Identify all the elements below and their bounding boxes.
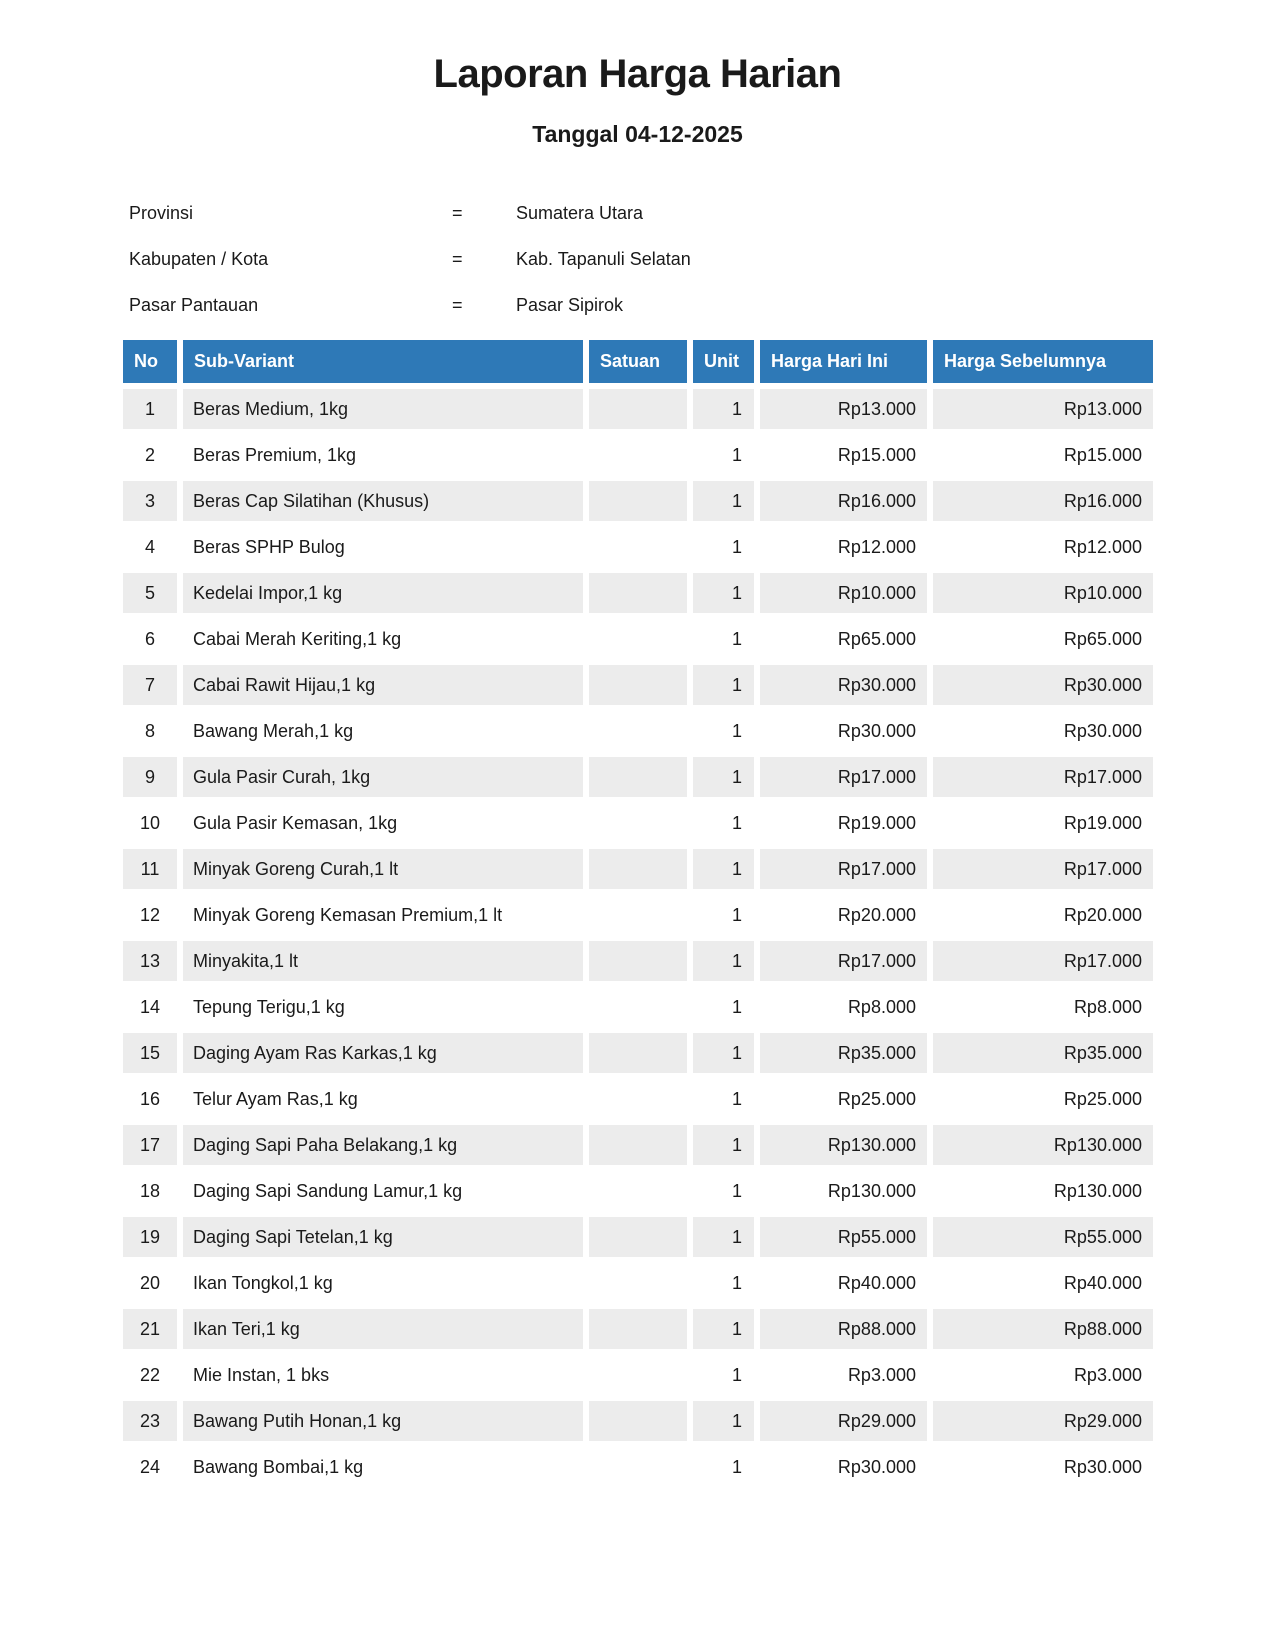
table-row <box>123 1401 1153 1441</box>
cell-harga-hari-ini: Rp65.000 <box>760 619 927 659</box>
cell-harga-sebelumnya: Rp30.000 <box>933 1447 1153 1487</box>
table-row <box>123 1355 1153 1395</box>
cell-unit: 1 <box>693 481 754 521</box>
cell-harga-hari-ini: Rp30.000 <box>760 665 927 705</box>
cell-unit: 1 <box>693 573 754 613</box>
header-cell-unit: Unit <box>693 340 754 383</box>
cell-unit: 1 <box>693 1355 754 1395</box>
cell-unit: 1 <box>693 435 754 475</box>
cell-unit: 1 <box>693 527 754 567</box>
cell-harga-hari-ini: Rp17.000 <box>760 757 927 797</box>
cell-sub-variant: Beras Cap Silatihan (Khusus) <box>183 481 583 521</box>
table-row <box>123 1079 1153 1119</box>
cell-sub-variant: Kedelai Impor,1 kg <box>183 573 583 613</box>
page-subtitle: Tanggal 04-12-2025 <box>532 121 743 147</box>
cell-no: 2 <box>123 435 177 475</box>
cell-sub-variant: Daging Ayam Ras Karkas,1 kg <box>183 1033 583 1073</box>
cell-no: 7 <box>123 665 177 705</box>
cell-harga-sebelumnya: Rp10.000 <box>933 573 1153 613</box>
cell-sub-variant: Daging Sapi Tetelan,1 kg <box>183 1217 583 1257</box>
cell-sub-variant: Bawang Merah,1 kg <box>183 711 583 751</box>
cell-harga-sebelumnya: Rp3.000 <box>933 1355 1153 1395</box>
cell-unit: 1 <box>693 1447 754 1487</box>
cell-no: 23 <box>123 1401 177 1441</box>
cell-unit: 1 <box>693 1401 754 1441</box>
cell-no: 14 <box>123 987 177 1027</box>
metadata-label: Kabupaten / Kota <box>129 249 269 269</box>
cell-no: 5 <box>123 573 177 613</box>
cell-harga-sebelumnya: Rp17.000 <box>933 941 1153 981</box>
cell-satuan <box>589 1217 687 1257</box>
table-row <box>123 1263 1153 1303</box>
metadata-separator: = <box>452 249 463 269</box>
table-row <box>123 435 1153 475</box>
cell-satuan <box>589 1309 687 1349</box>
cell-harga-sebelumnya: Rp30.000 <box>933 711 1153 751</box>
cell-satuan <box>589 481 687 521</box>
metadata-separator: = <box>452 295 463 315</box>
metadata-row-kabupaten <box>129 249 691 295</box>
cell-harga-hari-ini: Rp130.000 <box>760 1125 927 1165</box>
cell-satuan <box>589 895 687 935</box>
cell-unit: 1 <box>693 757 754 797</box>
table-row <box>123 803 1153 843</box>
table-row <box>123 481 1153 521</box>
cell-harga-hari-ini: Rp3.000 <box>760 1355 927 1395</box>
cell-sub-variant: Minyak Goreng Curah,1 lt <box>183 849 583 889</box>
table-row <box>123 619 1153 659</box>
header-cell-harga-sebelumnya: Harga Sebelumnya <box>933 340 1153 383</box>
cell-harga-sebelumnya: Rp88.000 <box>933 1309 1153 1349</box>
price-table <box>117 334 1159 1493</box>
cell-satuan <box>589 1447 687 1487</box>
metadata-value: Kab. Tapanuli Selatan <box>516 249 691 269</box>
cell-no: 9 <box>123 757 177 797</box>
cell-sub-variant: Bawang Bombai,1 kg <box>183 1447 583 1487</box>
price-table-body <box>123 389 1153 1487</box>
cell-sub-variant: Bawang Putih Honan,1 kg <box>183 1401 583 1441</box>
cell-harga-hari-ini: Rp29.000 <box>760 1401 927 1441</box>
cell-harga-hari-ini: Rp17.000 <box>760 941 927 981</box>
cell-sub-variant: Minyakita,1 lt <box>183 941 583 981</box>
cell-harga-hari-ini: Rp30.000 <box>760 1447 927 1487</box>
cell-harga-sebelumnya: Rp40.000 <box>933 1263 1153 1303</box>
header-cell-sub-variant: Sub-Variant <box>183 340 583 383</box>
cell-harga-hari-ini: Rp13.000 <box>760 389 927 429</box>
metadata-label: Pasar Pantauan <box>129 295 259 315</box>
table-row <box>123 941 1153 981</box>
table-row <box>123 1217 1153 1257</box>
cell-harga-sebelumnya: Rp30.000 <box>933 665 1153 705</box>
cell-harga-sebelumnya: Rp8.000 <box>933 987 1153 1027</box>
table-row <box>123 573 1153 613</box>
cell-harga-hari-ini: Rp25.000 <box>760 1079 927 1119</box>
cell-unit: 1 <box>693 1263 754 1303</box>
cell-unit: 1 <box>693 941 754 981</box>
table-row <box>123 389 1153 429</box>
cell-unit: 1 <box>693 1125 754 1165</box>
cell-unit: 1 <box>693 803 754 843</box>
cell-satuan <box>589 1171 687 1211</box>
cell-no: 11 <box>123 849 177 889</box>
cell-unit: 1 <box>693 1217 754 1257</box>
cell-harga-sebelumnya: Rp17.000 <box>933 849 1153 889</box>
cell-satuan <box>589 1355 687 1395</box>
cell-sub-variant: Minyak Goreng Kemasan Premium,1 lt <box>183 895 583 935</box>
cell-no: 3 <box>123 481 177 521</box>
table-row <box>123 665 1153 705</box>
cell-satuan <box>589 573 687 613</box>
cell-no: 13 <box>123 941 177 981</box>
cell-no: 16 <box>123 1079 177 1119</box>
cell-harga-hari-ini: Rp15.000 <box>760 435 927 475</box>
cell-harga-sebelumnya: Rp35.000 <box>933 1033 1153 1073</box>
cell-sub-variant: Beras Premium, 1kg <box>183 435 583 475</box>
cell-satuan <box>589 803 687 843</box>
cell-harga-sebelumnya: Rp19.000 <box>933 803 1153 843</box>
cell-sub-variant: Daging Sapi Sandung Lamur,1 kg <box>183 1171 583 1211</box>
cell-harga-hari-ini: Rp30.000 <box>760 711 927 751</box>
metadata-label: Provinsi <box>129 203 194 223</box>
cell-satuan <box>589 1125 687 1165</box>
table-row <box>123 849 1153 889</box>
metadata-value: Pasar Sipirok <box>516 295 624 315</box>
cell-harga-sebelumnya: Rp17.000 <box>933 757 1153 797</box>
table-row <box>123 895 1153 935</box>
cell-no: 20 <box>123 1263 177 1303</box>
table-row <box>123 1033 1153 1073</box>
cell-satuan <box>589 619 687 659</box>
header-cell-no: No <box>123 340 177 383</box>
cell-unit: 1 <box>693 711 754 751</box>
cell-sub-variant: Tepung Terigu,1 kg <box>183 987 583 1027</box>
table-row <box>123 527 1153 567</box>
cell-unit: 1 <box>693 1309 754 1349</box>
cell-harga-sebelumnya: Rp13.000 <box>933 389 1153 429</box>
cell-harga-hari-ini: Rp35.000 <box>760 1033 927 1073</box>
cell-satuan <box>589 527 687 567</box>
cell-unit: 1 <box>693 987 754 1027</box>
cell-satuan <box>589 435 687 475</box>
cell-unit: 1 <box>693 665 754 705</box>
cell-no: 21 <box>123 1309 177 1349</box>
price-table-container <box>117 334 1159 1493</box>
cell-no: 1 <box>123 389 177 429</box>
table-row <box>123 711 1153 751</box>
cell-no: 12 <box>123 895 177 935</box>
cell-harga-hari-ini: Rp130.000 <box>760 1171 927 1211</box>
cell-harga-sebelumnya: Rp130.000 <box>933 1171 1153 1211</box>
cell-satuan <box>589 1401 687 1441</box>
cell-sub-variant: Beras Medium, 1kg <box>183 389 583 429</box>
cell-no: 17 <box>123 1125 177 1165</box>
table-row <box>123 1171 1153 1211</box>
cell-harga-sebelumnya: Rp55.000 <box>933 1217 1153 1257</box>
header-cell-satuan: Satuan <box>589 340 687 383</box>
cell-harga-sebelumnya: Rp16.000 <box>933 481 1153 521</box>
cell-sub-variant: Beras SPHP Bulog <box>183 527 583 567</box>
cell-no: 24 <box>123 1447 177 1487</box>
table-row <box>123 1447 1153 1487</box>
cell-harga-hari-ini: Rp40.000 <box>760 1263 927 1303</box>
cell-unit: 1 <box>693 389 754 429</box>
cell-harga-hari-ini: Rp12.000 <box>760 527 927 567</box>
cell-sub-variant: Ikan Teri,1 kg <box>183 1309 583 1349</box>
page-title: Laporan Harga Harian <box>433 52 842 96</box>
cell-harga-sebelumnya: Rp20.000 <box>933 895 1153 935</box>
cell-harga-sebelumnya: Rp25.000 <box>933 1079 1153 1119</box>
cell-sub-variant: Mie Instan, 1 bks <box>183 1355 583 1395</box>
metadata-row-provinsi <box>129 203 691 249</box>
cell-sub-variant: Daging Sapi Paha Belakang,1 kg <box>183 1125 583 1165</box>
cell-satuan <box>589 941 687 981</box>
cell-satuan <box>589 665 687 705</box>
cell-unit: 1 <box>693 1033 754 1073</box>
cell-harga-sebelumnya: Rp29.000 <box>933 1401 1153 1441</box>
cell-unit: 1 <box>693 895 754 935</box>
table-row <box>123 987 1153 1027</box>
cell-harga-sebelumnya: Rp15.000 <box>933 435 1153 475</box>
cell-unit: 1 <box>693 849 754 889</box>
cell-satuan <box>589 1033 687 1073</box>
cell-harga-hari-ini: Rp10.000 <box>760 573 927 613</box>
cell-unit: 1 <box>693 619 754 659</box>
cell-satuan <box>589 757 687 797</box>
cell-no: 19 <box>123 1217 177 1257</box>
cell-sub-variant: Gula Pasir Kemasan, 1kg <box>183 803 583 843</box>
cell-no: 10 <box>123 803 177 843</box>
cell-no: 6 <box>123 619 177 659</box>
cell-harga-sebelumnya: Rp65.000 <box>933 619 1153 659</box>
cell-harga-hari-ini: Rp88.000 <box>760 1309 927 1349</box>
cell-satuan <box>589 1263 687 1303</box>
cell-harga-sebelumnya: Rp12.000 <box>933 527 1153 567</box>
cell-sub-variant: Cabai Rawit Hijau,1 kg <box>183 665 583 705</box>
metadata-value: Sumatera Utara <box>516 203 644 223</box>
cell-harga-hari-ini: Rp19.000 <box>760 803 927 843</box>
table-row <box>123 1309 1153 1349</box>
cell-unit: 1 <box>693 1171 754 1211</box>
cell-sub-variant: Telur Ayam Ras,1 kg <box>183 1079 583 1119</box>
cell-satuan <box>589 987 687 1027</box>
cell-no: 18 <box>123 1171 177 1211</box>
metadata-separator: = <box>452 203 463 223</box>
cell-no: 15 <box>123 1033 177 1073</box>
cell-harga-hari-ini: Rp20.000 <box>760 895 927 935</box>
cell-harga-hari-ini: Rp8.000 <box>760 987 927 1027</box>
cell-sub-variant: Ikan Tongkol,1 kg <box>183 1263 583 1303</box>
cell-satuan <box>589 711 687 751</box>
cell-no: 4 <box>123 527 177 567</box>
cell-satuan <box>589 389 687 429</box>
cell-harga-hari-ini: Rp16.000 <box>760 481 927 521</box>
cell-sub-variant: Cabai Merah Keriting,1 kg <box>183 619 583 659</box>
table-row <box>123 757 1153 797</box>
cell-satuan <box>589 1079 687 1119</box>
cell-no: 22 <box>123 1355 177 1395</box>
cell-satuan <box>589 849 687 889</box>
cell-harga-hari-ini: Rp55.000 <box>760 1217 927 1257</box>
table-row <box>123 1125 1153 1165</box>
cell-harga-sebelumnya: Rp130.000 <box>933 1125 1153 1165</box>
cell-unit: 1 <box>693 1079 754 1119</box>
cell-no: 8 <box>123 711 177 751</box>
header-cell-harga-hari-ini: Harga Hari Ini <box>760 340 927 383</box>
cell-sub-variant: Gula Pasir Curah, 1kg <box>183 757 583 797</box>
metadata-section <box>129 203 691 341</box>
table-header-row <box>123 340 1153 383</box>
cell-harga-hari-ini: Rp17.000 <box>760 849 927 889</box>
